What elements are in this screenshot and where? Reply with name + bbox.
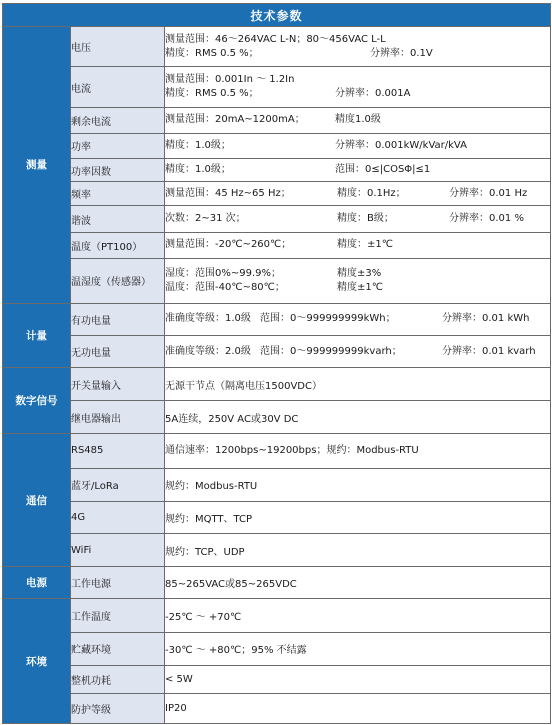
active-range: 范围：0～999999999kWh； (260, 313, 396, 325)
value-relay-output: 5A连续，250V AC或30V DC (165, 400, 551, 433)
label-power: 功率 (71, 133, 165, 158)
current-resolution: 分辨率：0.001A (335, 88, 411, 100)
label-residual-current: 剩余电流 (71, 108, 165, 133)
freq-resolution: 分辨率：0.01 Hz (449, 187, 528, 199)
label-work-temp: 工作温度 (71, 599, 165, 632)
label-power-factor: 功率因数 (71, 158, 165, 181)
freq-accuracy: 精度：0.1Hz； (337, 187, 406, 199)
category-measurement: 测量 (3, 27, 71, 303)
value-power (165, 133, 551, 158)
label-storage: 贮藏环境 (71, 632, 165, 665)
label-consumption: 整机功耗 (71, 666, 165, 694)
value-frequency (165, 182, 551, 206)
rs485-baud: 通信速率：1200bps~19200bps； (165, 444, 327, 456)
reactive-class: 准确度等级：2.0级 (165, 345, 251, 357)
voltage-resolution: 分辨率：0.1V (370, 47, 433, 59)
label-wifi: WiFi (71, 534, 165, 566)
temp-accuracy: 精度：±1℃ (337, 239, 393, 251)
label-reactive-energy: 无功电量 (71, 336, 165, 368)
value-bt-lora: 规约：Modbus-RTU (165, 468, 551, 501)
current-accuracy: 精度：RMS 0.5 %； (165, 88, 259, 100)
label-4g: 4G (71, 502, 165, 534)
label-harmonic: 谐波 (71, 206, 165, 232)
harmonic-order: 次数：2~31 次； (165, 213, 246, 225)
label-work-power: 工作电源 (71, 566, 165, 598)
category-digital: 数字信号 (3, 368, 71, 434)
pf-accuracy: 精度：1.0级； (165, 164, 231, 176)
voltage-accuracy: 精度：RMS 0.5 %； (165, 47, 259, 59)
residual-accuracy: 精度1.0级 (335, 114, 381, 126)
pf-range: 范围：0≤|COSΦ|≤1 (335, 164, 431, 176)
humidity-accuracy: 精度±3% (337, 267, 382, 279)
value-current (165, 66, 551, 108)
label-temperature: 温度（PT100） (71, 232, 165, 258)
label-protection: 防护等级 (71, 694, 165, 724)
label-active-energy: 有功电量 (71, 303, 165, 335)
category-communication: 通信 (3, 434, 71, 567)
power-accuracy: 精度：1.0级； (165, 139, 231, 151)
value-harmonic (165, 206, 551, 232)
value-work-power: 85~265VAC或85~265VDC (165, 566, 551, 598)
value-temp-humidity (165, 259, 551, 304)
freq-range: 测量范围：45 Hz~65 Hz； (165, 187, 291, 199)
value-rs485 (165, 434, 551, 468)
value-consumption: < 5W (165, 666, 551, 694)
current-range: 测量范围：0.001In ～ 1.2In (165, 74, 295, 86)
value-residual-current (165, 108, 551, 133)
reactive-resolution: 分辨率：0.01 kvarh (442, 345, 536, 357)
value-protection: IP20 (165, 694, 551, 724)
label-relay-output: 继电器输出 (71, 400, 165, 433)
residual-range: 测量范围：20mA~1200mA； (165, 114, 305, 126)
category-metering: 计量 (3, 303, 71, 368)
rs485-protocol: 规约：Modbus-RTU (326, 444, 419, 456)
voltage-range: 测量范围：46～264VAC L-N；80～456VAC L-L (165, 33, 386, 45)
label-voltage: 电压 (71, 27, 165, 66)
th-temp-accuracy: 精度±1℃ (337, 281, 383, 293)
label-current: 电流 (71, 66, 165, 108)
label-frequency: 频率 (71, 182, 165, 206)
harmonic-resolution: 分辨率：0.01 % (449, 213, 524, 225)
value-active-energy (165, 303, 551, 335)
temp-range: 测量范围：-20℃~260℃； (165, 239, 292, 251)
value-4g: 规约：MQTT、TCP (165, 502, 551, 534)
label-rs485: RS485 (71, 434, 165, 468)
th-temp-range: 温度：范围-40℃~80℃； (165, 281, 285, 293)
reactive-range: 范围：0～999999999kvarh； (260, 345, 402, 357)
power-resolution: 分辨率：0.001kW/kVar/kVA (335, 139, 467, 151)
value-temperature (165, 232, 551, 258)
value-reactive-energy (165, 336, 551, 368)
value-power-factor (165, 158, 551, 181)
value-voltage (165, 27, 551, 66)
active-class: 准确度等级：1.0级 (165, 313, 251, 325)
value-storage: -30℃ ～ +80℃；95% 不结露 (165, 632, 551, 665)
value-wifi: 规约：TCP、UDP (165, 534, 551, 566)
label-switch-input: 开关量输入 (71, 368, 165, 400)
harmonic-accuracy: 精度：B级； (337, 213, 394, 225)
value-switch-input: 无源干节点（隔离电压1500VDC） (165, 368, 551, 400)
label-temp-humidity: 温湿度（传感器） (71, 259, 165, 304)
value-work-temp: -25℃ ～ +70℃ (165, 599, 551, 632)
category-power-supply: 电源 (3, 566, 71, 598)
label-bt-lora: 蓝牙/LoRa (71, 468, 165, 501)
category-environment: 环境 (3, 599, 71, 724)
spec-table (2, 3, 551, 724)
humidity-range: 湿度：范围0%~99.9%； (165, 267, 282, 279)
table-title: 技术参数 (3, 4, 551, 27)
active-resolution: 分辨率：0.01 kWh (442, 313, 530, 325)
